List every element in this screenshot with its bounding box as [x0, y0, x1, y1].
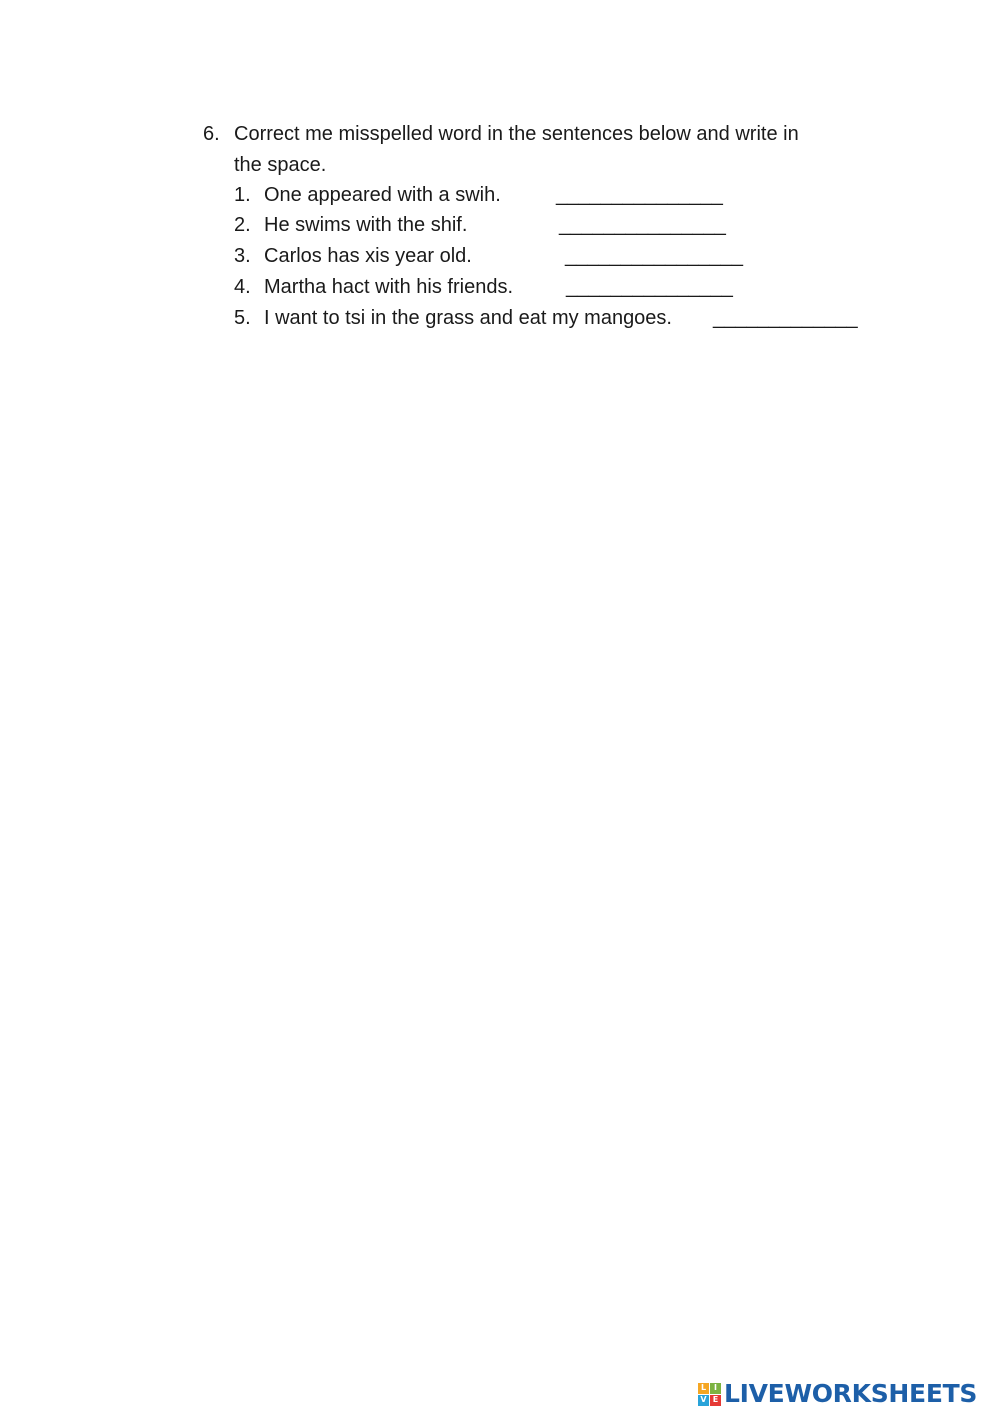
- question-number: 6.: [203, 123, 220, 145]
- logo-grid-icon: [698, 1383, 721, 1406]
- question-text-line-2: the space.: [234, 154, 327, 176]
- item-sentence: Carlos has xis year old.: [264, 245, 472, 267]
- answer-blank[interactable]: _______________: [559, 214, 726, 236]
- item-sentence: One appeared with a swih.: [264, 184, 501, 206]
- question-text-line-1: Correct me misspelled word in the sentences below and write in: [234, 123, 799, 145]
- item-sentence: I want to tsi in the grass and eat my mangoes.: [264, 307, 672, 329]
- logo-cell: L: [698, 1383, 709, 1394]
- item-sentence: Martha hact with his friends.: [264, 276, 513, 298]
- logo-cell: E: [710, 1395, 721, 1406]
- item-number: 3.: [234, 245, 251, 267]
- answer-blank[interactable]: _____________: [713, 307, 858, 329]
- answer-blank[interactable]: ________________: [565, 245, 743, 267]
- logo-text: LIVEWORKSHEETS: [724, 1379, 978, 1408]
- item-sentence: He swims with the shif.: [264, 214, 468, 236]
- item-number: 5.: [234, 307, 251, 329]
- logo-cell: I: [710, 1383, 721, 1394]
- item-number: 1.: [234, 184, 251, 206]
- item-number: 2.: [234, 214, 251, 236]
- logo-cell: V: [698, 1395, 709, 1406]
- item-number: 4.: [234, 276, 251, 298]
- answer-blank[interactable]: _______________: [556, 184, 723, 206]
- answer-blank[interactable]: _______________: [566, 276, 733, 298]
- liveworksheets-logo: [698, 1377, 977, 1411]
